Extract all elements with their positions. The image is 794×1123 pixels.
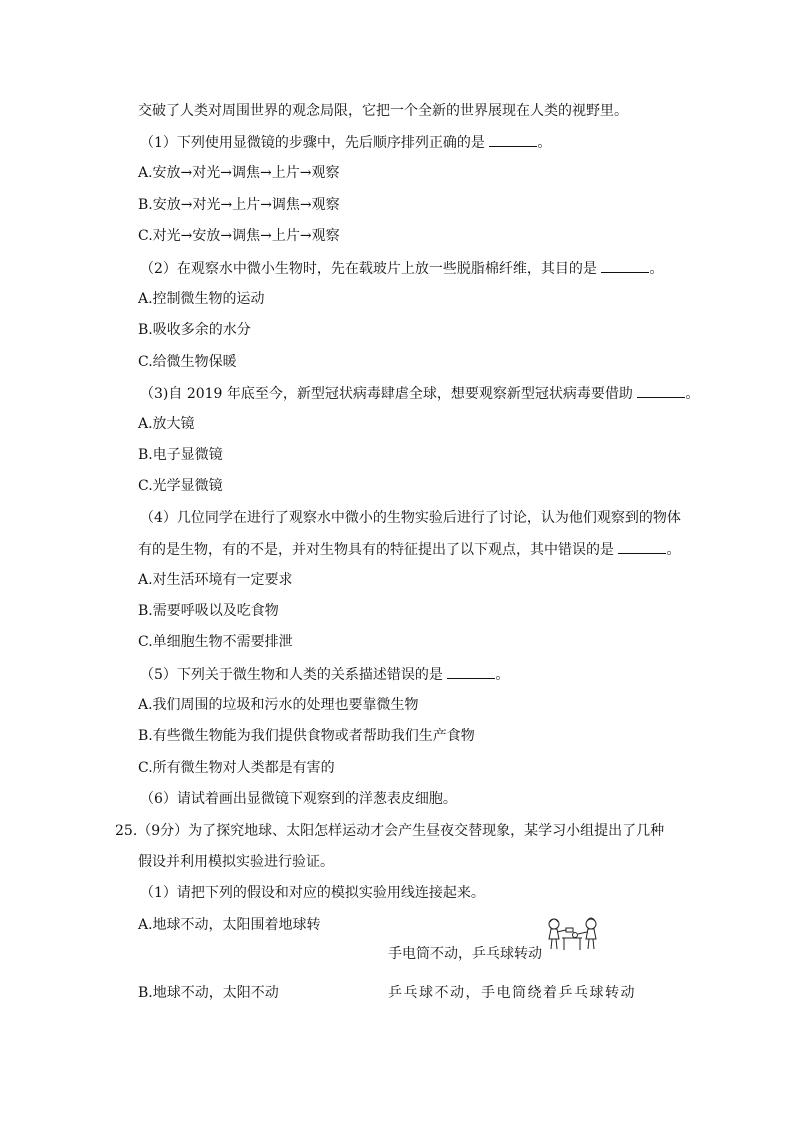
experiment-b: 乒乓球不动，手电筒绕着乒乓球转动 bbox=[388, 985, 636, 1001]
hypothesis-a: A.地球不动，太阳围着地球转 bbox=[138, 917, 321, 933]
answer-blank[interactable] bbox=[489, 132, 537, 147]
option-4b: B.需要呼吸以及吃食物 bbox=[138, 603, 279, 619]
question-1-text: （1）下列使用显微镜的步骤中，先后顺序排列正确的是 bbox=[140, 135, 485, 151]
option-3b: B.电子显微镜 bbox=[138, 447, 223, 463]
experiment-a: 手电筒不动，乒乓球转动 bbox=[388, 946, 542, 962]
option-1a: A.安放→对光→调焦→上片→观察 bbox=[138, 165, 340, 181]
option-2c: C.给微生物保暖 bbox=[138, 354, 237, 370]
question-1-end: 。 bbox=[537, 135, 552, 151]
question-3 bbox=[140, 383, 699, 404]
option-3a: A.放大镜 bbox=[138, 416, 195, 432]
answer-blank[interactable] bbox=[447, 664, 495, 679]
option-3c: C.光学显微镜 bbox=[138, 478, 223, 494]
question-5-text: （5）下列关于微生物和人类的关系描述错误的是 bbox=[140, 667, 443, 683]
option-5a: A.我们周围的垃圾和污水的处理也要靠微生物 bbox=[138, 697, 419, 713]
answer-blank[interactable] bbox=[618, 539, 666, 554]
question-5 bbox=[140, 664, 509, 685]
question-25-line-2: 假设并利用模拟实验进行验证。 bbox=[138, 854, 334, 870]
question-4-line-2 bbox=[138, 539, 680, 560]
question-25-line-1: 25.（9分）为了探究地球、太阳怎样运动才会产生昼夜交替现象，某学习小组提出了几种 bbox=[115, 823, 665, 839]
experiment-illustration-icon bbox=[544, 916, 600, 962]
question-2-end: 。 bbox=[649, 261, 664, 277]
option-5b: B.有些微生物能为我们提供食物或者帮助我们生产食物 bbox=[138, 728, 475, 744]
question-5-end: 。 bbox=[495, 667, 510, 683]
question-4-line-1: （4）几位同学在进行了观察水中微小的生物实验后进行了讨论，认为他们观察到的物体 bbox=[140, 510, 681, 526]
hypothesis-b: B.地球不动，太阳不动 bbox=[138, 985, 279, 1001]
option-2a: A.控制微生物的运动 bbox=[138, 291, 265, 307]
question-2-text: （2）在观察水中微小生物时，先在载玻片上放一些脱脂棉纤维，其目的是 bbox=[140, 261, 597, 277]
question-3-text: （3)自 2019 年底至今，新型冠状病毒肆虐全球，想要观察新型冠状病毒要借助 bbox=[140, 386, 633, 402]
question-4-text: 有的是生物，有的不是，并对生物具有的特征提出了以下观点，其中错误的是 bbox=[138, 542, 614, 558]
option-4c: C.单细胞生物不需要排泄 bbox=[138, 634, 293, 650]
option-5c: C.所有微生物对人类都是有害的 bbox=[138, 760, 335, 776]
option-2b: B.吸收多余的水分 bbox=[138, 322, 251, 338]
intro-text: 交破了人类对周围世界的观念局限，它把一个全新的世界展现在人类的视野里。 bbox=[138, 103, 628, 119]
question-2 bbox=[140, 258, 663, 279]
question-4-end: 。 bbox=[666, 542, 681, 558]
answer-blank[interactable] bbox=[601, 258, 649, 273]
option-1c: C.对光→安放→调焦→上片→观察 bbox=[138, 228, 340, 244]
question-3-end: 。 bbox=[685, 386, 700, 402]
option-4a: A.对生活环境有一定要求 bbox=[138, 572, 293, 588]
question-25-sub-1: （1）请把下列的假设和对应的模拟实验用线连接起来。 bbox=[140, 885, 485, 901]
option-1b: B.安放→对光→上片→调焦→观察 bbox=[138, 197, 340, 213]
question-1 bbox=[140, 132, 551, 153]
question-6: （6）请试着画出显微镜下观察到的洋葱表皮细胞。 bbox=[140, 791, 457, 807]
answer-blank[interactable] bbox=[637, 383, 685, 398]
